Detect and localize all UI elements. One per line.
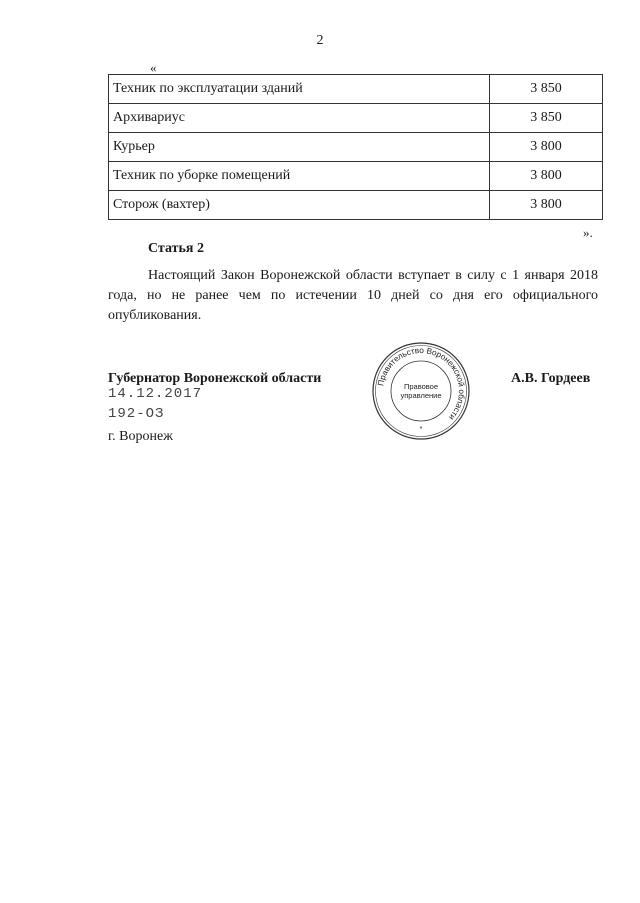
stamp-ring-text: Правительство Воронежской области <box>376 345 467 422</box>
table-cell-position: Курьер <box>109 133 490 162</box>
registration-date: 14.12.2017 <box>108 386 203 402</box>
table-row <box>109 133 603 162</box>
table-cell-value: 3 800 <box>490 133 603 162</box>
table-cell-position: Сторож (вахтер) <box>109 191 490 220</box>
quote-open-mark: « <box>150 60 157 75</box>
table-row <box>109 75 603 104</box>
governor-title: Губернатор Воронежской области <box>108 371 322 386</box>
governor-name: А.В. Гордеев <box>511 371 591 386</box>
table-cell-value: 3 850 <box>490 75 603 104</box>
stamp-star: * <box>419 426 423 433</box>
registration-number: 192-ОЗ <box>108 406 165 422</box>
stamp-center-line1: Правовое <box>403 382 439 391</box>
city: г. Воронеж <box>108 429 173 444</box>
quote-close-mark: ». <box>583 225 593 240</box>
table-cell-value: 3 850 <box>490 104 603 133</box>
official-stamp <box>371 341 471 441</box>
salary-table <box>108 74 603 220</box>
article-body: Настоящий Закон Воронежской области вступает в силу с 1 января 2018 года, но не ранее чем по истечении 10 дней со дня его официального опубликования. <box>108 268 598 323</box>
table-row <box>109 104 603 133</box>
table-cell-position: Архивариус <box>109 104 490 133</box>
salary-table-body <box>109 75 603 220</box>
table-row <box>109 191 603 220</box>
table-row <box>109 162 603 191</box>
table-cell-value: 3 800 <box>490 191 603 220</box>
table-cell-value: 3 800 <box>490 162 603 191</box>
article-heading: Статья 2 <box>148 241 204 256</box>
page-number: 2 <box>316 33 324 48</box>
table-cell-position: Техник по эксплуатации зданий <box>109 75 490 104</box>
table-cell-position: Техник по уборке помещений <box>109 162 490 191</box>
stamp-center-line2: управление <box>400 391 442 400</box>
